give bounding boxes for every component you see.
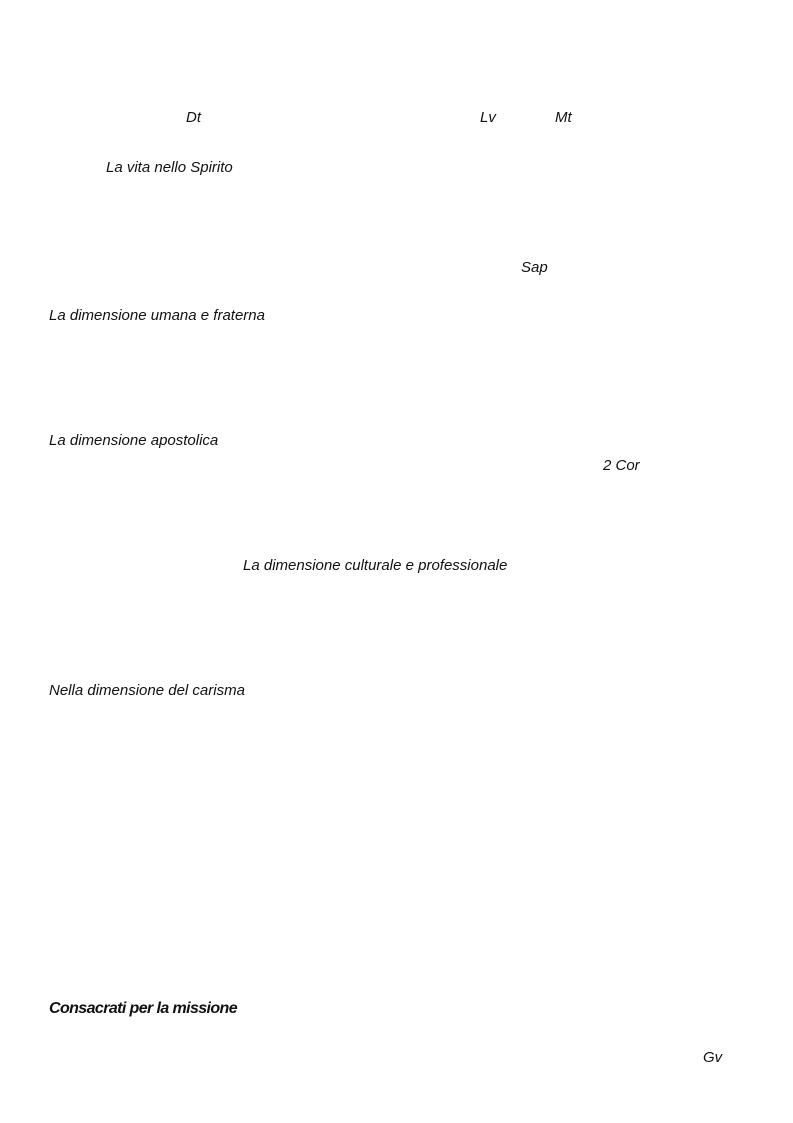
citation-lv: Lv: [480, 109, 496, 126]
citation-sap: Sap: [521, 259, 548, 276]
section-apostolic-title: La dimensione apostolica: [49, 432, 219, 449]
citation-2-cor: 2 Cor: [603, 457, 640, 474]
citation-dt: Dt: [186, 109, 201, 126]
section-charism-title: Nella dimensione del carisma: [49, 682, 245, 699]
citation-mt: Mt: [555, 109, 572, 126]
citation-gv: Gv: [703, 1049, 723, 1066]
section-spirit-title: La vita nello Spirito: [106, 159, 233, 176]
heading-mission: Consacrati per la missione: [49, 1000, 238, 1017]
section-cultural-professional-title: La dimensione culturale e professionale: [243, 557, 508, 574]
section-human-fraternal-title: La dimensione umana e fraterna: [49, 307, 265, 324]
